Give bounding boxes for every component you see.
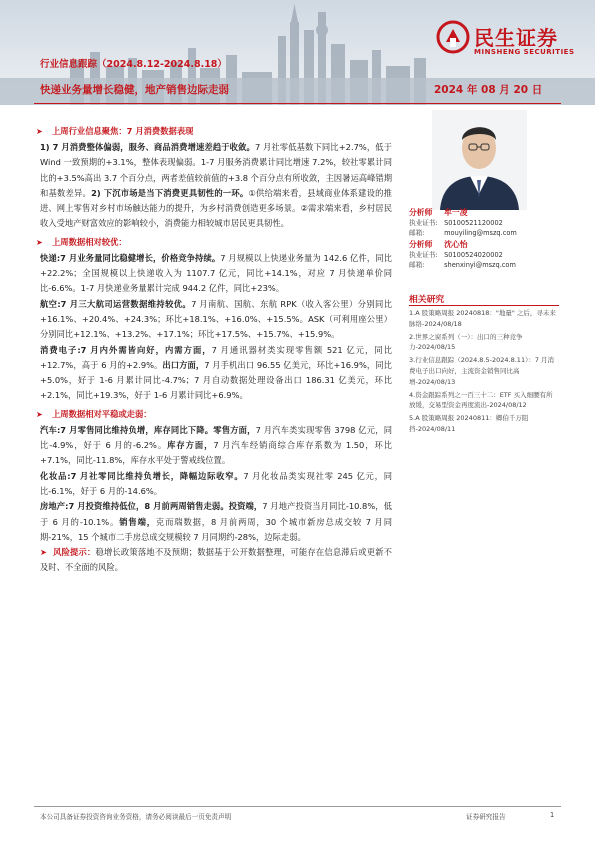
section-heading: ➤ 上周数据相对平稳或走弱： — [36, 407, 392, 423]
paragraph-risk: ➤ 风险提示：稳增长政策落地不及预期；数据基于公开数据整理，可能存在信息滞后或更新不及时、不全面的风险。 — [40, 547, 392, 573]
analyst-cert: S0100524020002 — [444, 251, 503, 260]
report-series: 行业信息跟踪（2024.8.12-2024.8.18） — [40, 59, 227, 70]
footer-disclaimer: 本公司具备证券投资咨询业务资格，请务必阅读最后一页免责声明 — [40, 813, 232, 821]
related-item[interactable]: 5.A 股策略周报 20240811：卿伯千万阻挡-2024/08/11 — [409, 414, 529, 433]
analyst-name: 牟一凌 — [444, 208, 468, 217]
related-item[interactable]: 2.世界之窗系列（一）：出口的三种竞争力-2024/08/15 — [409, 332, 523, 352]
paragraph-electronics: 消费电子:7 月内外需皆向好，内需方面，7 月通讯器材类实现零售额 521 亿元，同比+12.7%，高于 6 月的+2.9%。出口方面，7 月手机出口 96.55 亿美元，环比+16.9%，同比+5.0%，好于 1-6 月累计同比-4.7%；7 月自动数据处理设备出口 186.31 亿美元，环比+2.1%，同比+19.3%，好于 1-6 月累计同比+6.9%。 — [40, 344, 392, 401]
main-content — [36, 124, 393, 576]
triangle-bullet-icon: ➤ — [36, 238, 43, 248]
brand-name-en: MINSHENG SECURITIES — [474, 48, 575, 56]
paragraph-express: 快递:7 月业务量同比稳健增长，价格竞争持续。7 月规模以上快递业务量为 142.6 亿件，同比+22.2%；全国规模以上快递收入为 1107.7 亿元，同比+14.1%，对应 7 月快递单价同比-6.6%。1-7 月快递业务量累计完成 944.2 亿件，同比+23%。 — [40, 252, 392, 294]
analyst-email[interactable]: mouyiling@mszq.com — [444, 229, 517, 238]
logo-mark-icon — [436, 20, 470, 54]
related-research-title: 相关研究 — [409, 295, 445, 305]
paragraph-cosmetics: 化妆品:7 月社零同比维持负增长，降幅边际收窄。7 月化妆品类实现社零 245 亿元，同比-6.1%，好于 6 月的-14.6%。 — [40, 470, 393, 496]
triangle-bullet-icon: ➤ — [40, 547, 54, 558]
related-research-list — [409, 308, 559, 437]
header-banner — [0, 0, 595, 105]
analyst-photo — [432, 110, 527, 210]
analyst-cert: S0100521120002 — [444, 219, 503, 228]
related-item[interactable]: 4.资金跟踪系列之一百三十二：ETF 买入细腰有所放缓，交易型资金再度流出-2024/08/12 — [409, 390, 553, 410]
analyst-card: 分析师 沈心怡 执业证书: S0100524020002 邮箱: shenxinyi@mszq.com — [409, 240, 516, 270]
header-divider — [34, 103, 561, 104]
related-item[interactable]: 1.A 股策略周报 20240818："地量" 之后，寻未来脉络-2024/08/18 — [409, 309, 556, 328]
page-number: 1 — [550, 811, 555, 819]
paragraph-auto: 汽车:7 月零售同比维持负增，库存同比下降。零售方面，7 月汽车类实现零售 3798 亿元，同比-4.9%，好于 6 月的-6.2%。库存方面，7 月汽车经销商综合库存系数为 1.50，环比+7.1%，同比-11.8%，库存水平处于警戒线位置。 — [40, 424, 392, 466]
triangle-bullet-icon: ➤ — [36, 127, 43, 137]
report-date: 2024 年 08 月 20 日 — [434, 84, 543, 96]
section-heading: ➤ 上周行业信息聚焦：7 月消费数据表现 — [36, 124, 392, 140]
report-title: 快递业务量增长稳健，地产销售边际走弱 — [40, 84, 229, 96]
analyst-name: 沈心怡 — [444, 240, 468, 249]
paragraph-aviation: 航空:7 月三大航司运营数据维持较优。7 月南航、国航、东航 RPK（收入客公里）分别同比+16.1%、+20.4%、+24.3%；环比+18.1%、+16.0%、+15.5%。ASK（可利用座公里）分别同比+12.1%、+13.2%、+17.1%；环比+17.5%、+15.7%、+15.9%。 — [40, 298, 393, 340]
related-divider — [409, 305, 559, 306]
related-item[interactable]: 3.行业信息跟踪（2024.8.5-2024.8.11）：7 月消费电子出口向好，主流资金销售同比高增-2024/08/13 — [409, 356, 555, 386]
footer-divider — [34, 806, 561, 807]
analyst-email[interactable]: shenxinyi@mszq.com — [444, 261, 516, 270]
analyst-card: 分析师 牟一凌 执业证书: S0100521120002 邮箱: mouyiling@mszq.com — [409, 208, 517, 238]
paragraph-realestate: 房地产:7 月投资维持低位，8 月前两周销售走弱。投资端，7 月地产投资当月同比-10.8%，低于 6 月的-10.1%。销售端，克而瑞数据，8 月前两周，30 个城市新房总成交较 7 月同期-21%，15 个城市二手房总成交规模较 7 月同期约-28%，边际走弱。 — [40, 501, 392, 542]
minsheng-logo — [436, 20, 586, 64]
brand-name-cn: 民生证券 — [474, 26, 558, 50]
paragraph-consumption: 1) 7 月消费整体偏弱，服务、商品消费增速差趋于收敛。7 月社零低基数下同比+2.7%，低于 Wind 一致预期的+3.1%，整体表现偏弱。1-7 月服务消费累计同比增速 7.2%，较社零累计同比的+3.5%高出 3.7 个百分点，两者差值较前值的+3.8 个百分点有所收敛，主因暑运高峰错期和基数差异。2) 下沉市场是当下消费更具韧性的一环。①供给端来看，县域商业体系建设的推进、网上零售对乡村市场触达能力的提升，为乡村消费创造更多场景。②需求端来看，乡村居民收入受地产财富效应的影响较小，消费能力相较城市居民更具韧性。 — [40, 142, 392, 229]
footer-doc-type: 证券研究报告 — [466, 813, 506, 821]
section-heading: ➤ 上周数据相对较优： — [36, 235, 392, 251]
triangle-bullet-icon: ➤ — [36, 410, 43, 420]
